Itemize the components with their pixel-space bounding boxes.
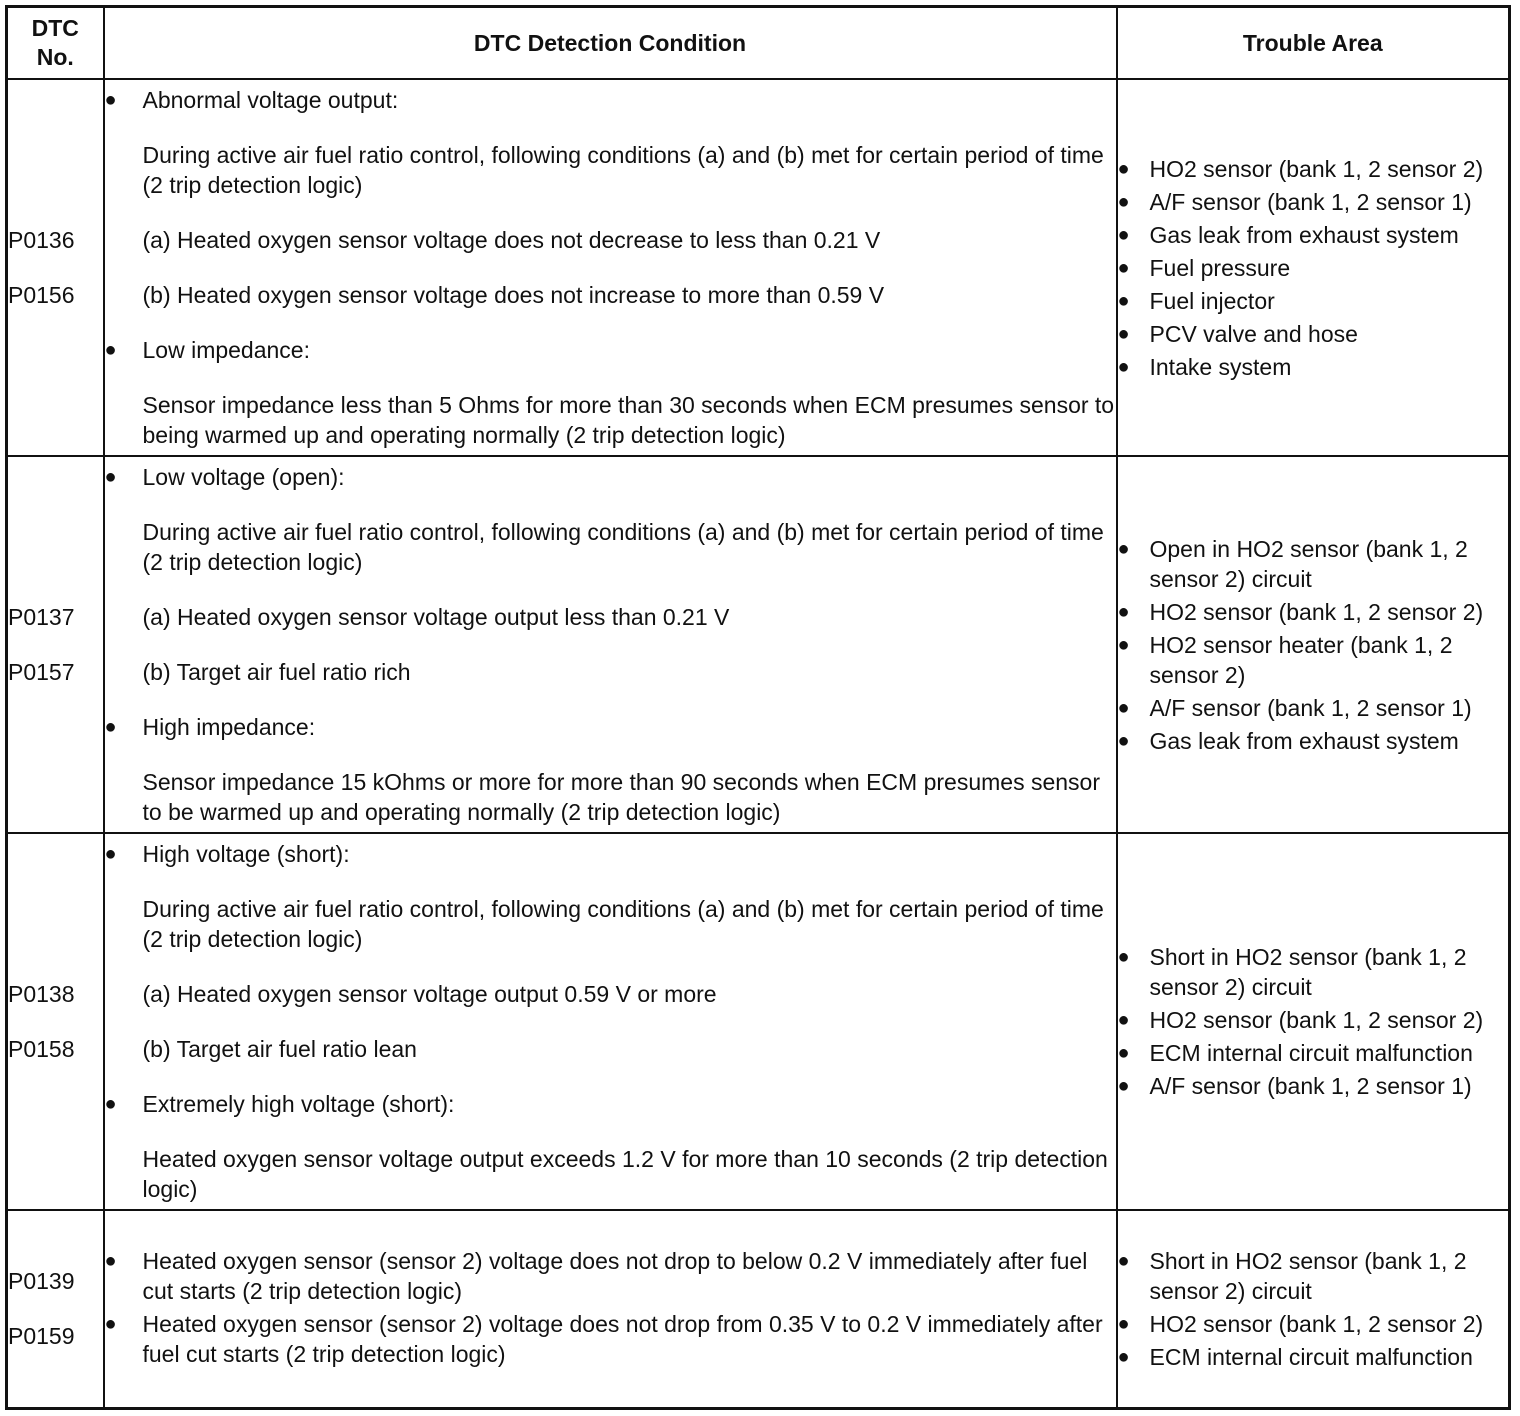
dtc-codes-cell bbox=[7, 79, 104, 456]
dtc-codes-cell bbox=[7, 456, 104, 833]
list-item: ● Intake system bbox=[1117, 353, 1292, 380]
condition-text: (a) Heated oxygen sensor voltage output less than 0.21 V bbox=[142, 604, 730, 631]
condition-block bbox=[105, 85, 1116, 310]
condition-text: During active air fuel ratio control, following conditions (a) and (b) met for certain period of time (2 trip detection logic) bbox=[142, 519, 1104, 576]
bullet-icon: ● bbox=[1117, 355, 1130, 378]
list-item: ● Fuel injector bbox=[1117, 287, 1275, 314]
condition-heading: Low impedance: bbox=[142, 337, 310, 364]
bullet-icon: ● bbox=[1117, 1313, 1130, 1336]
bullet-icon: ● bbox=[1117, 223, 1130, 246]
dtc-codes-cell bbox=[7, 833, 104, 1210]
condition-text: Heated oxygen sensor voltage output exceeds 1.2 V for more than 10 seconds (2 trip detection logic) bbox=[142, 1146, 1108, 1203]
trouble-area-list bbox=[1118, 1246, 1509, 1372]
bullet-icon: ● bbox=[104, 716, 117, 739]
trouble-area-cell bbox=[1117, 1210, 1510, 1408]
condition-heading: High impedance: bbox=[142, 714, 316, 741]
list-item: ● HO2 sensor (bank 1, 2 sensor 2) bbox=[1117, 598, 1484, 625]
dtc-code: P0139 bbox=[8, 1268, 75, 1295]
bullet-icon: ● bbox=[1117, 1250, 1130, 1273]
list-item: ● A/F sensor (bank 1, 2 sensor 1) bbox=[1117, 188, 1472, 215]
list-item: ● ECM internal circuit malfunction bbox=[1117, 1040, 1473, 1067]
dtc-table bbox=[5, 5, 1511, 1410]
dtc-codes-cell bbox=[7, 1210, 104, 1408]
condition-block bbox=[105, 712, 1116, 827]
dtc-code: P0158 bbox=[8, 1035, 75, 1062]
bullet-icon: ● bbox=[104, 1093, 117, 1116]
list-item: ● A/F sensor (bank 1, 2 sensor 1) bbox=[1117, 1073, 1472, 1100]
bullet-icon: ● bbox=[1117, 322, 1130, 345]
header-trouble-area: Trouble Area bbox=[1117, 7, 1510, 80]
condition-text: (b) Heated oxygen sensor voltage does not increase to more than 0.59 V bbox=[142, 282, 885, 309]
bullet-icon: ● bbox=[104, 466, 117, 489]
condition-block bbox=[105, 1089, 1116, 1204]
condition-heading: Low voltage (open): bbox=[142, 464, 345, 491]
bullet-icon: ● bbox=[104, 1250, 117, 1273]
condition-block bbox=[105, 839, 1116, 1064]
condition-text: (b) Target air fuel ratio lean bbox=[142, 1036, 417, 1063]
list-item: ● Gas leak from exhaust system bbox=[1117, 221, 1459, 248]
bullet-icon: ● bbox=[1117, 946, 1130, 969]
list-item: ● Short in HO2 sensor (bank 1, 2 sensor 2) circuit bbox=[1117, 1248, 1467, 1305]
condition-text: (b) Target air fuel ratio rich bbox=[142, 659, 411, 686]
condition-item: ● Heated oxygen sensor (sensor 2) voltage does not drop to below 0.2 V immediately after fuel cut starts (2 trip detection logic) bbox=[104, 1248, 1088, 1305]
list-item: ● PCV valve and hose bbox=[1117, 320, 1358, 347]
header-detection-condition: DTC Detection Condition bbox=[104, 7, 1117, 80]
bullet-icon: ● bbox=[1117, 1075, 1130, 1098]
list-item: ● ECM internal circuit malfunction bbox=[1117, 1344, 1473, 1371]
dtc-code: P0138 bbox=[8, 980, 75, 1007]
condition-heading: High voltage (short): bbox=[142, 841, 350, 868]
bullet-icon: ● bbox=[104, 89, 117, 112]
trouble-area-list bbox=[1118, 534, 1509, 756]
condition-block bbox=[105, 335, 1116, 450]
dtc-code: P0159 bbox=[8, 1323, 75, 1350]
dtc-code: P0157 bbox=[8, 658, 75, 685]
trouble-area-cell bbox=[1117, 79, 1510, 456]
bullet-icon: ● bbox=[1117, 696, 1130, 719]
list-item: ● HO2 sensor heater (bank 1, 2 sensor 2) bbox=[1117, 631, 1453, 688]
condition-text: During active air fuel ratio control, following conditions (a) and (b) met for certain period of time (2 trip detection logic) bbox=[142, 142, 1104, 199]
trouble-area-list bbox=[1118, 154, 1509, 382]
bullet-icon: ● bbox=[1117, 1009, 1130, 1032]
list-item: ● Open in HO2 sensor (bank 1, 2 sensor 2) circuit bbox=[1117, 535, 1468, 592]
condition-text: (a) Heated oxygen sensor voltage output 0.59 V or more bbox=[142, 981, 717, 1008]
list-item: ● Gas leak from exhaust system bbox=[1117, 727, 1459, 754]
bullet-icon: ● bbox=[1117, 256, 1130, 279]
bullet-icon: ● bbox=[1117, 729, 1130, 752]
condition-text: Sensor impedance less than 5 Ohms for more than 30 seconds when ECM presumes sensor to being warmed up and operating normally (2 trip detection logic) bbox=[142, 392, 1115, 449]
dtc-code: P0137 bbox=[8, 603, 75, 630]
list-item: ● Fuel pressure bbox=[1117, 254, 1291, 281]
table-row bbox=[7, 833, 1510, 1210]
list-item: ● HO2 sensor (bank 1, 2 sensor 2) bbox=[1117, 155, 1484, 182]
list-item: ● HO2 sensor (bank 1, 2 sensor 2) bbox=[1117, 1311, 1484, 1338]
condition-item: ● Heated oxygen sensor (sensor 2) voltage does not drop from 0.35 V to 0.2 V immediately after fuel cut starts (2 trip detection logic) bbox=[104, 1311, 1103, 1368]
bullet-icon: ● bbox=[104, 1313, 117, 1336]
condition-heading: Extremely high voltage (short): bbox=[142, 1091, 455, 1118]
bullet-icon: ● bbox=[1117, 1346, 1130, 1369]
header-dtc-no: DTC No. bbox=[7, 7, 104, 80]
dtc-code: P0156 bbox=[8, 281, 75, 308]
bullet-icon: ● bbox=[104, 339, 117, 362]
list-item: ● A/F sensor (bank 1, 2 sensor 1) bbox=[1117, 694, 1472, 721]
condition-heading: Abnormal voltage output: bbox=[142, 87, 399, 114]
detection-condition-cell bbox=[104, 833, 1117, 1210]
bullet-icon: ● bbox=[104, 843, 117, 866]
bullet-icon: ● bbox=[1117, 537, 1130, 560]
header-row bbox=[7, 7, 1510, 80]
bullet-icon: ● bbox=[1117, 157, 1130, 180]
condition-text: (a) Heated oxygen sensor voltage does not decrease to less than 0.21 V bbox=[142, 227, 881, 254]
bullet-icon: ● bbox=[1117, 600, 1130, 623]
dtc-code: P0136 bbox=[8, 226, 75, 253]
bullet-icon: ● bbox=[1117, 633, 1130, 656]
bullet-icon: ● bbox=[1117, 1042, 1130, 1065]
bullet-icon: ● bbox=[1117, 289, 1130, 312]
trouble-area-cell bbox=[1117, 833, 1510, 1210]
trouble-area-list bbox=[1118, 942, 1509, 1101]
table-row bbox=[7, 79, 1510, 456]
condition-text: During active air fuel ratio control, following conditions (a) and (b) met for certain period of time (2 trip detection logic) bbox=[142, 896, 1104, 953]
detection-condition-cell bbox=[104, 79, 1117, 456]
bullet-icon: ● bbox=[1117, 190, 1130, 213]
detection-condition-cell bbox=[104, 456, 1117, 833]
condition-block bbox=[105, 462, 1116, 687]
detection-condition-cell bbox=[104, 1210, 1117, 1408]
table-row bbox=[7, 456, 1510, 833]
table-row bbox=[7, 1210, 1510, 1408]
list-item: ● Short in HO2 sensor (bank 1, 2 sensor 2) circuit bbox=[1117, 944, 1467, 1001]
condition-text: Sensor impedance 15 kOhms or more for more than 90 seconds when ECM presumes sensor to be warmed up and operating normally (2 trip detection logic) bbox=[142, 769, 1100, 826]
list-item: ● HO2 sensor (bank 1, 2 sensor 2) bbox=[1117, 1007, 1484, 1034]
trouble-area-cell bbox=[1117, 456, 1510, 833]
